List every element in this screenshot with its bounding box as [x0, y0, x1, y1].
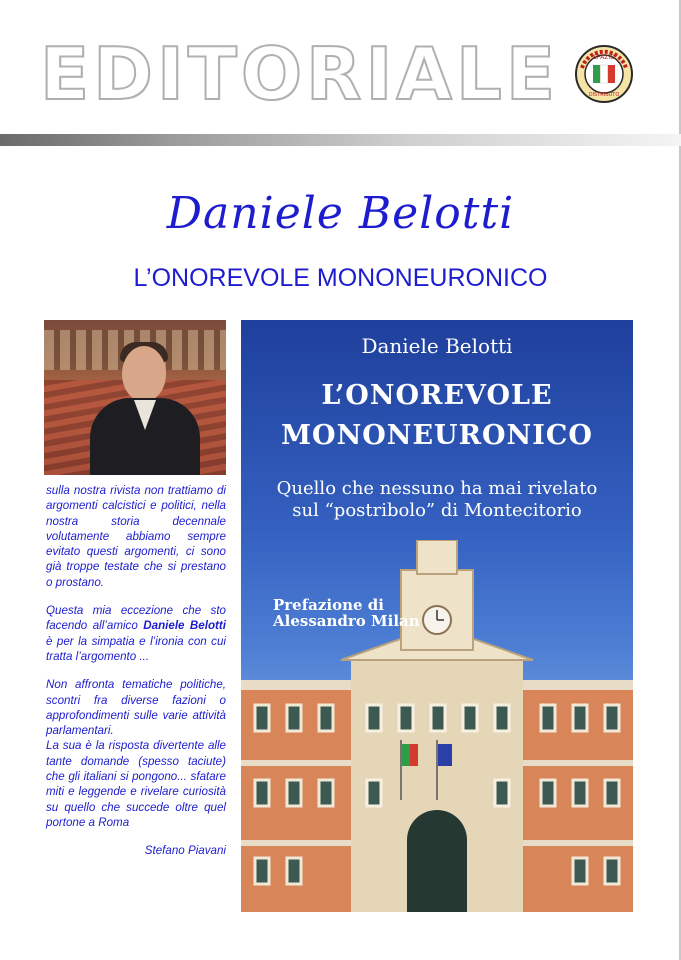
logo-text-top: SPAZIO [593, 54, 615, 61]
cover-preface-line1: Prefazione di [273, 596, 384, 614]
author-name-bold: Daniele Belotti [143, 619, 226, 633]
article-paragraph-2: Questa mia eccezione che sto facendo all’amico Daniele Belotti è per la simpatia e l’ironia con cui tratta l’argomento ... [46, 604, 226, 663]
author-photo [44, 320, 226, 475]
article-body [46, 483, 226, 859]
header-gradient-bar [0, 134, 681, 146]
magazine-logo [574, 44, 634, 104]
cover-tagline-line2: sul “postribolo” di Montecitorio [292, 500, 582, 521]
cover-preface-line2: Alessandro Milan [273, 612, 420, 630]
cover-title-line2: MONONEURONICO [281, 420, 593, 451]
cover-title-line1: L’ONOREVOLE [321, 380, 553, 411]
masthead-title: EDITORIALE [40, 32, 560, 116]
article-author-title: Daniele Belotti [166, 188, 515, 239]
article-paragraph-3: Non affronta tematiche politiche, scontri fra diverse fazioni o approfondimenti sulle varie attività parlamentari. [46, 678, 226, 738]
article-signature: Stefano Piavani [144, 844, 226, 858]
cover-author: Daniele Belotti [361, 334, 513, 358]
article-paragraph-4: La sua è la risposta divertente alle tante domande (spesso taciute) che gli italiani si pongono... sfatare miti e leggende e rivelare curiosità su quello che succede oltre quel portone a Roma [46, 739, 226, 829]
book-cover [241, 320, 633, 912]
article-paragraph-1: sulla nostra rivista non trattiamo di argomenti calcistici e politici, nella nostra storia decennale volutamente abbiamo sempre evitato questi argomenti, ci sono già troppe testate che si prestano o prostano. [46, 484, 226, 589]
logo-text-bottom: DISTRIBUTO [588, 92, 620, 98]
article-headline: L’ONOREVOLE MONONEURONICO [133, 264, 548, 292]
cover-tagline-line1: Quello che nessuno ha mai rivelato [276, 478, 598, 499]
